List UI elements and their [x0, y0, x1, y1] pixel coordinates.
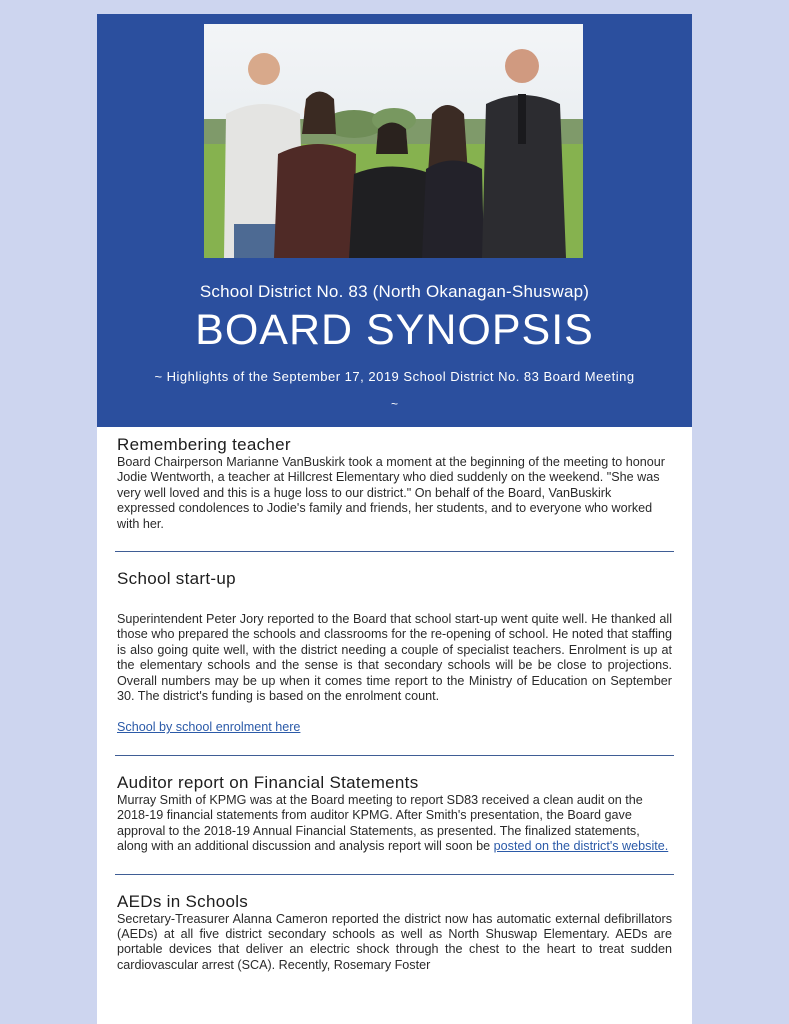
section-body: Board Chairperson Marianne VanBuskirk took a moment at the beginning of the meeting to honour Jodie Wentworth, a teacher at Hillcrest Elementary who died suddenly on the weekend. "She was very well loved and this is a huge loss to our district." On behalf of the Board, VanBuskirk expressed condolences to Jodie's family and friends, her students, and to everyone who worked with her. — [117, 455, 665, 531]
section-body: Superintendent Peter Jory reported to the Board that school start-up went quite well. He thanked all those who prepared the schools and classrooms for the re-opening of school. He noted that staffing is also going quite well, with the district needing a couple of specialist teachers. Enrolment is up at the elementary schools and the sense is that secondary schools will be be close to projections. Overall numbers may be up when it comes time report to the Ministry of Education on September 30. The district's funding is based on the enrolment count. — [117, 612, 672, 704]
section-body — [117, 793, 672, 855]
section-title: Auditor report on Financial Statements — [117, 772, 419, 792]
enrolment-link[interactable]: School by school enrolment here — [117, 720, 301, 735]
newsletter-sheet — [97, 14, 692, 1024]
district-name: School District No. 83 (North Okanagan-Shuswap) — [199, 282, 590, 301]
header-tilde: ~ — [390, 397, 398, 411]
section-school-start-up — [97, 552, 692, 736]
meeting-highlights: ~ Highlights of the September 17, 2019 School District No. 83 Board Meeting — [154, 369, 635, 384]
newsletter-header — [97, 14, 692, 427]
section-title: Remembering teacher — [117, 435, 291, 454]
section-aeds-in-schools — [97, 875, 692, 974]
section-remembering-teacher — [97, 427, 692, 532]
section-title: AEDs in Schools — [117, 891, 249, 911]
newsletter-title: BOARD SYNOPSIS — [195, 306, 594, 354]
section-body-text: Murray Smith of KPMG was at the Board meeting to report SD83 received a clean audit on the 2018-19 financial statements from auditor KPMG. After Smith's presentation, the Board gave approval to the 2018-19 Annual Financial Statements, as presented. The finalized statements, along with an additional discussion and analysis report will soon be — [117, 792, 643, 854]
section-auditor-report — [97, 756, 692, 855]
section-body: Secretary-Treasurer Alanna Cameron reported the district now has automatic external defibrillators (AEDs) at all five district secondary schools as well as North Shuswap Elementary. AEDs are portable devices that deliver an electric shock through the chest to the heart to treat sudden cardiovascular arrest (SCA). Recently, Rosemary Foster — [117, 911, 672, 972]
board-members-photo — [204, 24, 583, 258]
section-title: School start-up — [117, 569, 236, 589]
district-website-link[interactable]: posted on the district's website. — [493, 839, 669, 854]
